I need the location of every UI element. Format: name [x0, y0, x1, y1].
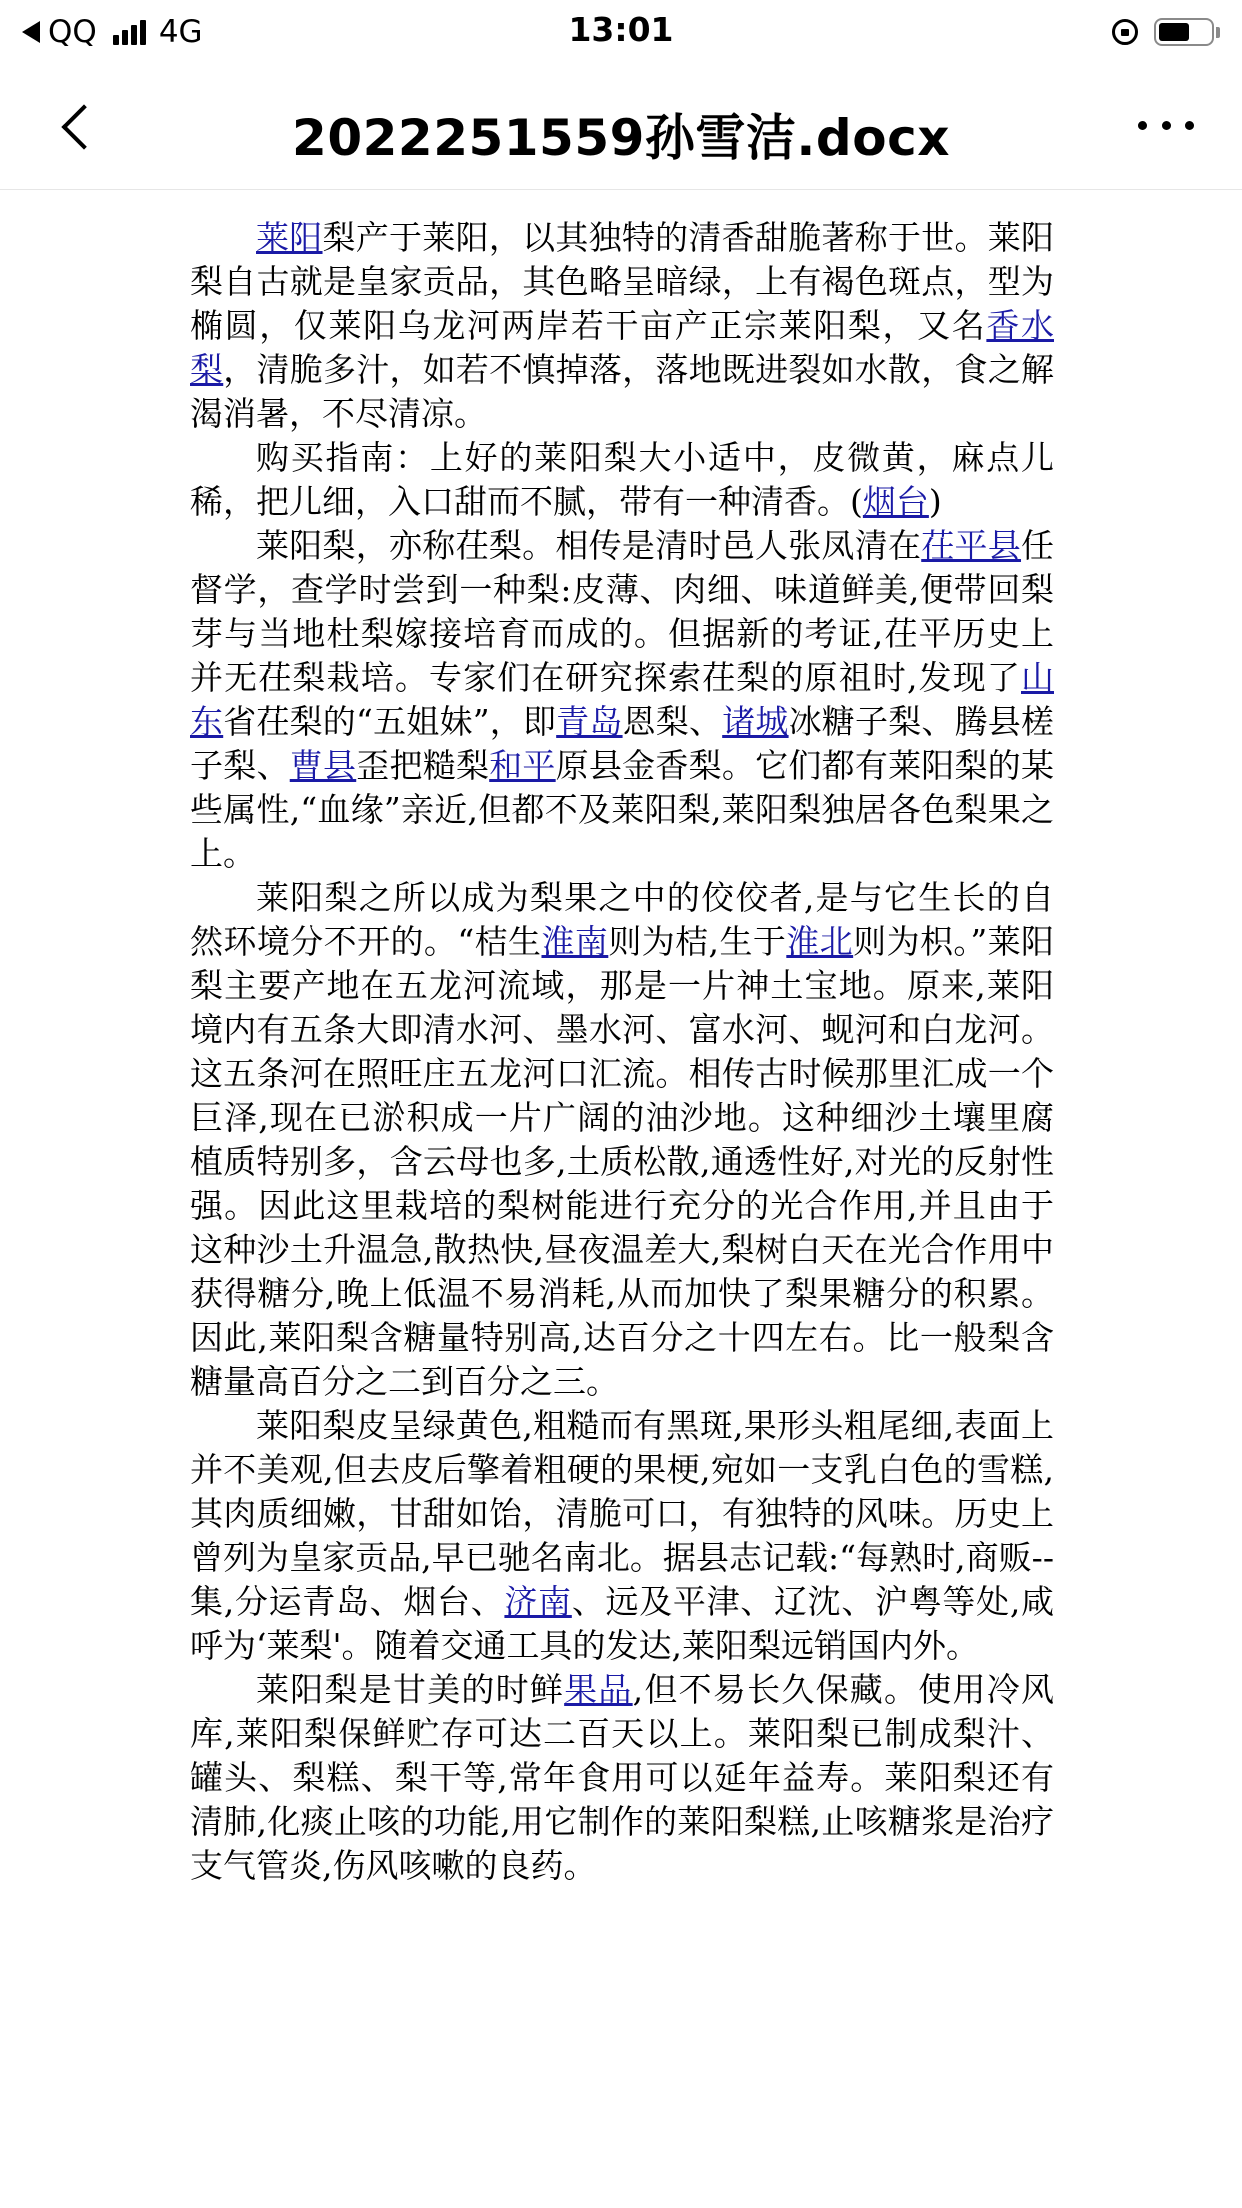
paragraph-text: 任督学，查学时尝到一种梨:皮薄、肉细、味道鲜美,便带回梨芽与当地杜梨嫁接培育而成的。但据新的考证,茌平历史上并无茌梨栽培。专家们在研究探索茌梨的原祖时,发现了: [190, 526, 1055, 697]
battery-icon: [1154, 18, 1214, 46]
paragraph-text: 恩梨、: [622, 702, 723, 741]
paragraph-text: 购买指南：上好的莱阳梨大小适中，皮微黄，麻点儿稀，把儿细，入口甜而不腻，带有一种清香。(: [190, 438, 1054, 521]
paragraph-text: ，清脆多汁，如若不慎掉落，落地既进裂如水散，食之解渴消暑，不尽清凉。: [190, 350, 1055, 433]
hyperlink[interactable]: 果品: [564, 1670, 633, 1709]
hyperlink[interactable]: 曹县: [289, 746, 357, 785]
paragraph-text: 莱阳梨之所以成为梨果之中的佼佼者,是与它生长的自然环境分不开的。“桔生: [190, 878, 1054, 961]
more-options-button[interactable]: [1138, 118, 1194, 132]
paragraph-text: ,但不易长久保藏。使用冷风库,莱阳梨保鲜贮存可达二百天以上。莱阳梨已制成梨汁、罐头、梨糕、梨干等,常年食用可以延年益寿。莱阳梨还有清肺,化痰止咳的功能,用它制作的莱阳梨糕,止咳糖浆是治疗支气管炎,伤风咳嗽的良药。: [190, 1670, 1055, 1885]
paragraph-text: 歪把糙梨: [356, 746, 490, 785]
paragraph-text: 莱阳梨是甘美的时鲜: [256, 1670, 565, 1709]
hyperlink[interactable]: 淮北: [786, 922, 854, 961]
more-dot-icon: [1162, 121, 1171, 130]
hyperlink[interactable]: 烟台: [862, 482, 929, 521]
document-body: [190, 216, 1054, 1888]
status-time: 13:01: [568, 10, 674, 49]
paragraph-text: 莱阳梨皮呈绿黄色,粗糙而有黑斑,果形头粗尾细,表面上并不美观,但去皮后擎着粗硬的果梗,宛如一支乳白色的雪糕,其肉质细嫩，甘甜如饴，清脆可口，有独特的风味。历史上曾列为皇家贡品,早已驰名南北。据县志记载:“每熟时,商贩--集,分运青岛、烟台、: [190, 1406, 1054, 1621]
battery-cap: [1216, 27, 1220, 38]
document-title: 2022251559孙雪洁.docx: [292, 109, 950, 167]
more-dot-icon: [1138, 121, 1147, 130]
paragraph-text: 则为桔,生于: [608, 922, 787, 961]
back-to-app-label[interactable]: QQ: [48, 14, 97, 50]
navigation-bar: [0, 62, 1242, 190]
hyperlink[interactable]: 青岛: [556, 702, 623, 741]
paragraph-text: 莱阳梨，亦称茌梨。相传是清时邑人张凤清在: [256, 526, 922, 565]
hyperlink[interactable]: 香水梨: [190, 306, 1054, 389]
paragraph-text: 则为枳。”莱阳梨主要产地在五龙河流域，那是一片神土宝地。原来,莱阳境内有五条大即清水河、墨水河、富水河、蚬河和白龙河。这五条河在照旺庄五龙河口汇流。相传古时候那里汇成一个巨泽,现在已淤积成一片广阔的油沙地。这种细沙土壤里腐植质特别多，含云母也多,土质松散,通透性好,对光的反射性强。因此这里栽培的梨树能进行充分的光合作用,并且由于这种沙土升温急,散热快,昼夜温差大,梨树白天在光合作用中获得糖分,晚上低温不易消耗,从而加快了梨果糖分的积累。因此,莱阳梨含糖量特别高,达百分之十四左右。比一般梨含糖量高百分之二到百分之三。: [190, 922, 1055, 1401]
paragraph-text: ): [928, 482, 942, 521]
back-button[interactable]: [48, 96, 108, 156]
chevron-left-icon: [61, 104, 106, 149]
paragraph-text: 原县金香梨。它们都有莱阳梨的某些属性,“血缘”亲近,但都不及莱阳梨,莱阳梨独居各色梨果之上。: [190, 746, 1055, 873]
paragraph: [190, 1404, 1054, 1668]
paragraph: [190, 1668, 1054, 1888]
paragraph-text: 梨产于莱阳，以其独特的清香甜脆著称于世。莱阳梨自古就是皇家贡品，其色略呈暗绿，上有褐色斑点，型为椭圆，仅莱阳乌龙河两岸若干亩产正宗莱阳梨，又名: [190, 218, 1055, 345]
status-right: [1112, 14, 1220, 50]
hyperlink[interactable]: 淮南: [541, 922, 609, 961]
paragraph: [190, 524, 1054, 876]
paragraph: [190, 216, 1054, 436]
more-dot-icon: [1185, 121, 1194, 130]
status-bar: [0, 0, 1242, 62]
hyperlink[interactable]: 茌平县: [921, 526, 1022, 565]
orientation-lock-icon: [1112, 19, 1138, 45]
paragraph: [190, 876, 1054, 1404]
network-type: 4G: [158, 14, 203, 50]
paragraph: [190, 436, 1054, 524]
paragraph-text: 冰糖子梨、腾县槎子梨、: [190, 702, 1055, 785]
paragraph-text: 省茌梨的“五姐妹”，即: [223, 702, 557, 741]
hyperlink[interactable]: 诸城: [722, 702, 789, 741]
hyperlink[interactable]: 山东: [190, 658, 1054, 741]
hyperlink[interactable]: 济南: [504, 1582, 572, 1621]
hyperlink[interactable]: 和平: [489, 746, 556, 785]
paragraph-text: 、远及平津、辽沈、沪粤等处,咸呼为‘莱梨'。随着交通工具的发达,莱阳梨远销国内外。: [190, 1582, 1054, 1665]
hyperlink[interactable]: 莱阳: [256, 218, 323, 257]
